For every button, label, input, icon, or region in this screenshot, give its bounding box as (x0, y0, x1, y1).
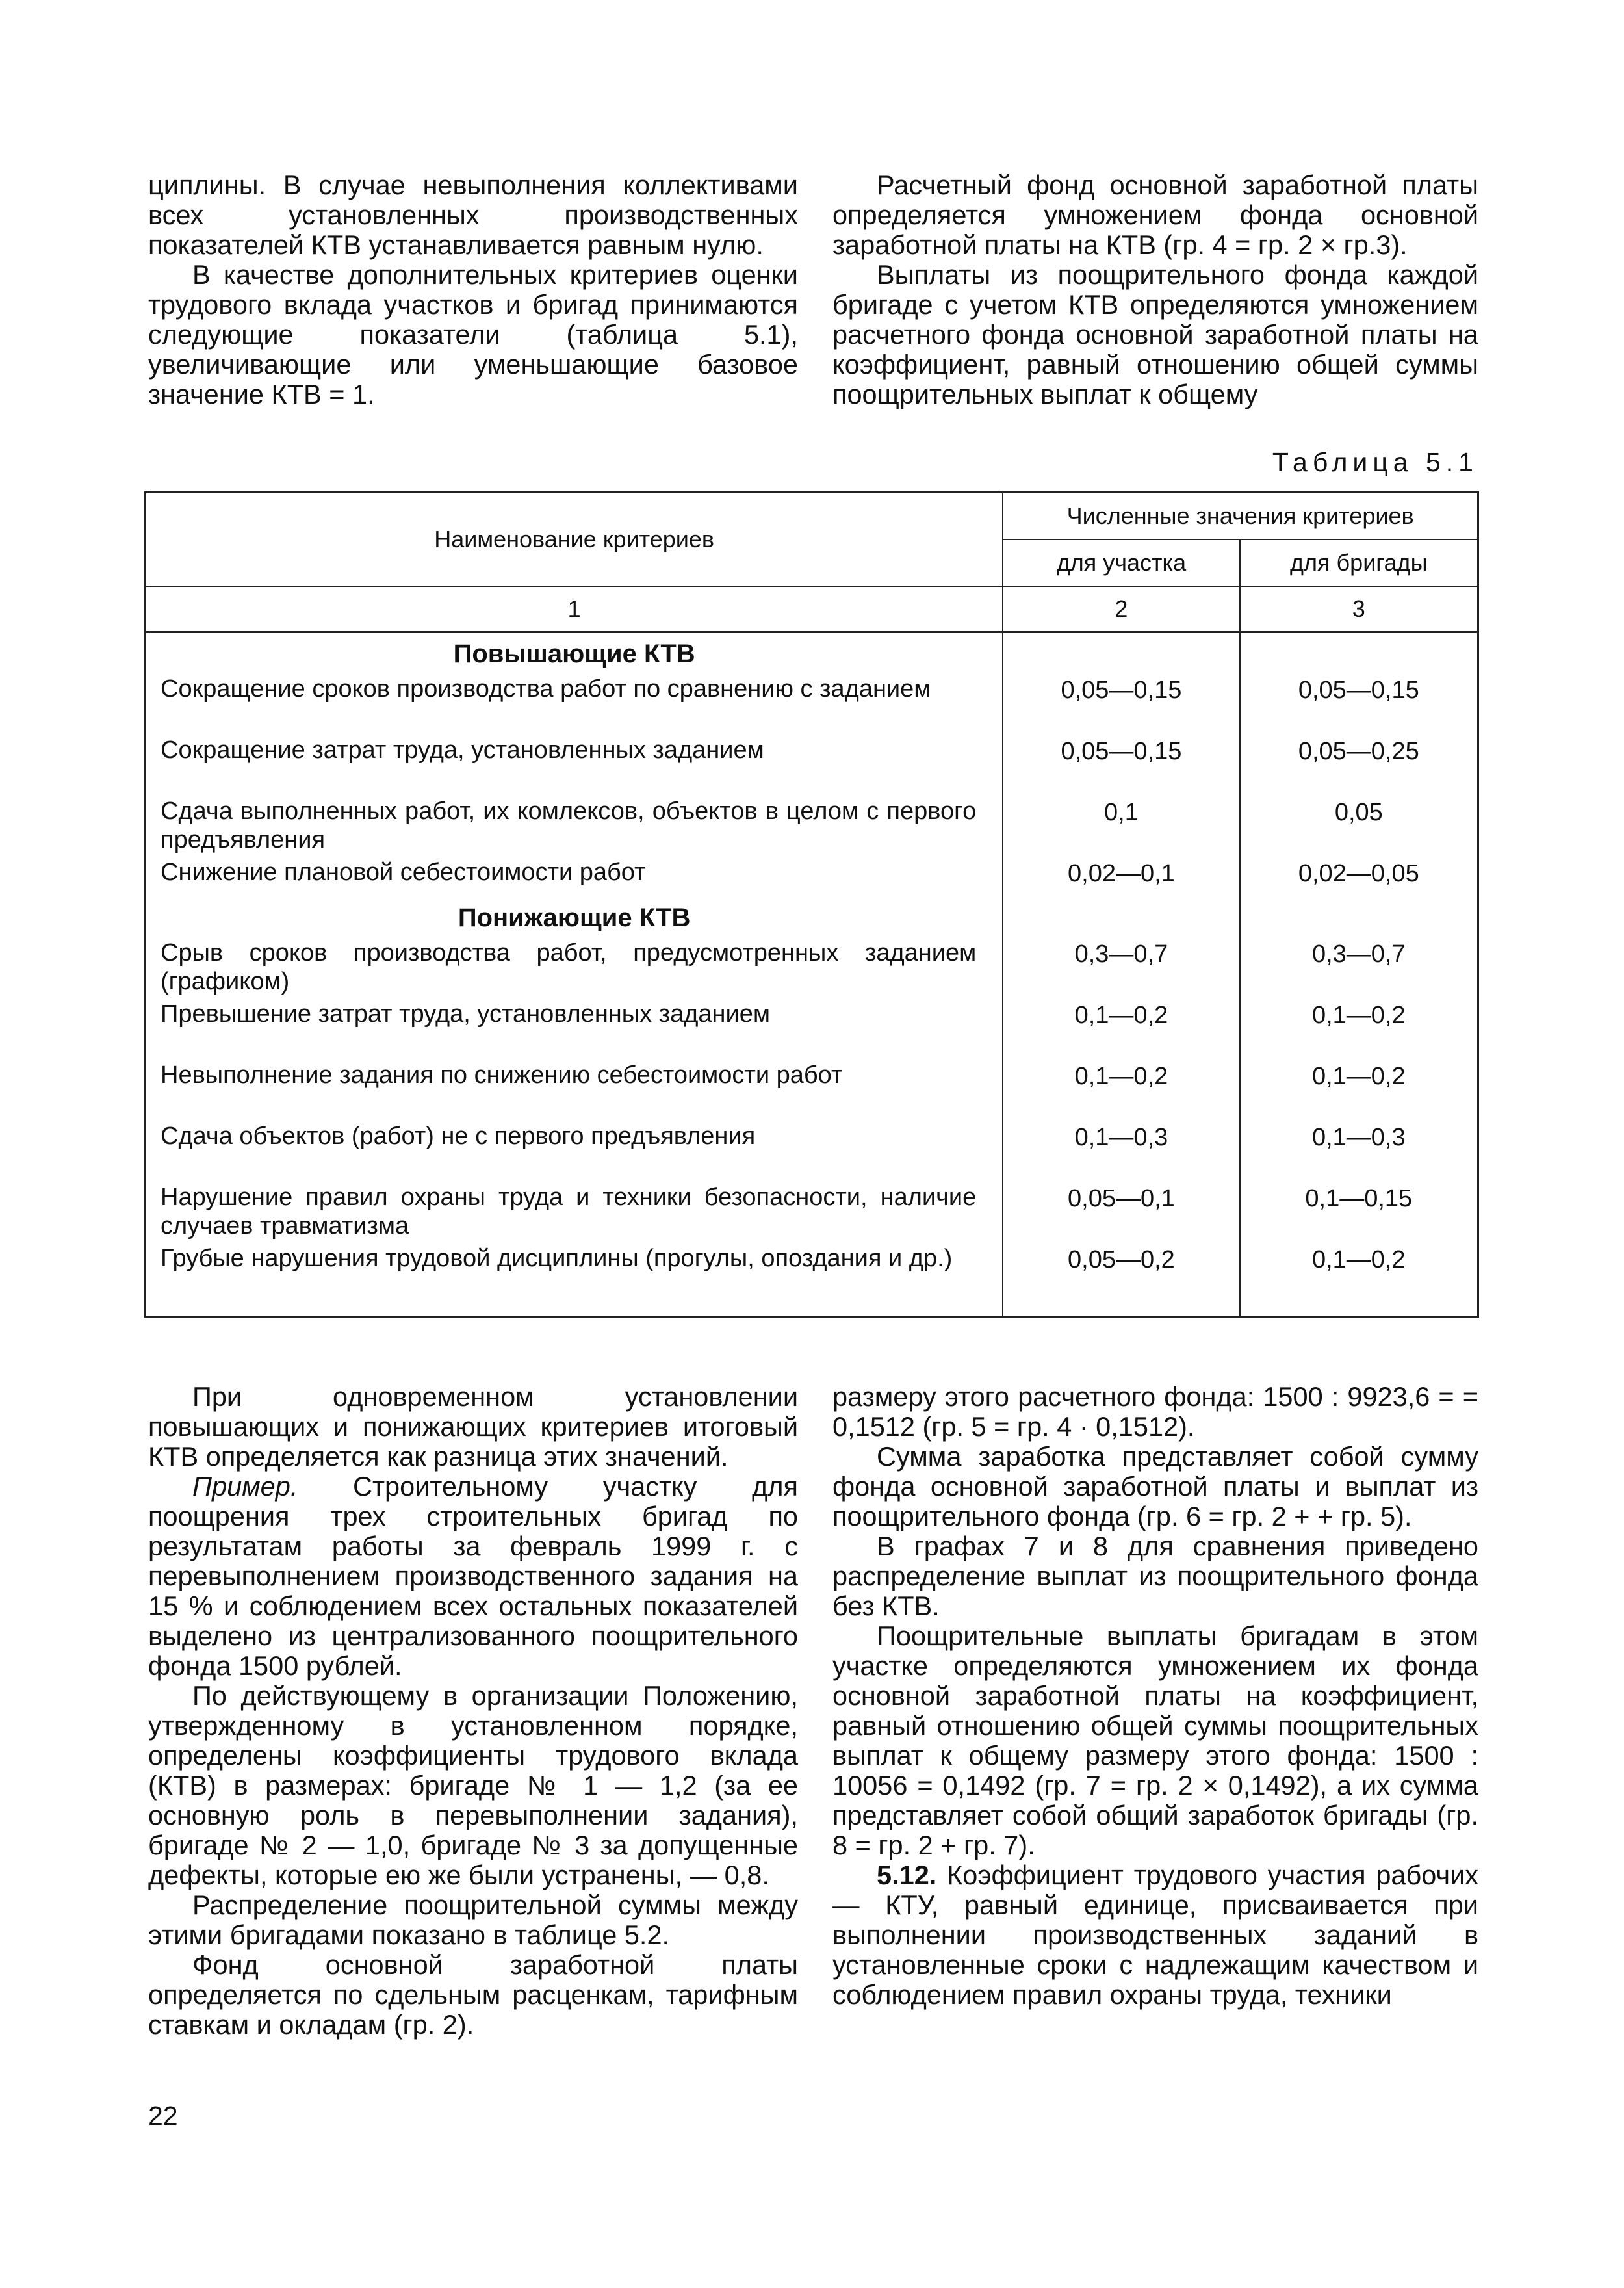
header-site: для участка (1003, 540, 1239, 586)
criterion-name: Сдача выполненных работ, их комлексов, объектов в целом с первого предъявления (146, 797, 1003, 858)
site-value: 0,05—0,1 (1003, 1183, 1239, 1244)
table-row (146, 939, 1478, 1000)
paragraph: Распределение поощрительной суммы между этими бригадами показано в таблице 5.2. (148, 1890, 798, 1950)
site-value: 0,3—0,7 (1003, 939, 1239, 1000)
criterion-name: Сдача объектов (работ) не с первого предъявления (146, 1122, 1003, 1183)
bottom-left-column (148, 1382, 798, 2040)
criterion-name: Срыв сроков производства работ, предусмотренных заданием (графиком) (146, 939, 1003, 1000)
column-number: 2 (1003, 586, 1239, 632)
brigade-value: 0,1—0,2 (1240, 1244, 1478, 1317)
brigade-value: 0,05—0,25 (1240, 736, 1478, 797)
brigade-value: 0,05—0,15 (1240, 675, 1478, 736)
table-row (146, 1061, 1478, 1122)
header-numeric-values: Численные значения критериев (1003, 493, 1478, 540)
site-value: 0,02—0,1 (1003, 858, 1239, 897)
criterion-name: Нарушение правил охраны труда и техники безопасности, наличие случаев травматизма (146, 1183, 1003, 1244)
paragraph: Пример. Строительному участку для поощрения трех строительных бригад по результатам работы за февраль 1999 г. с перевыполнением производственного задания на 15 % и соблюдением всех остальных показателей выделено из централизованного поощрительного фонда 1500 рублей. (148, 1471, 798, 1681)
table-row (146, 1183, 1478, 1244)
criterion-name: Грубые нарушения трудовой дисциплины (прогулы, опоздания и др.) (146, 1244, 1003, 1317)
brigade-value: 0,1—0,3 (1240, 1122, 1478, 1183)
site-value: 0,05—0,15 (1003, 675, 1239, 736)
criterion-name: Сокращение сроков производства работ по сравнению с заданием (146, 675, 1003, 736)
criterion-name: Невыполнение задания по снижению себестоимости работ (146, 1061, 1003, 1122)
site-value: 0,1—0,2 (1003, 1000, 1239, 1061)
paragraph: Расчетный фонд основной заработной платы определяется умножением фонда основной заработной платы на КТВ (гр. 4 = гр. 2 × гр.3). (832, 170, 1478, 260)
paragraph: Фонд основной заработной платы определяется по сдельным расценкам, тарифным ставкам и окладам (гр. 2). (148, 1949, 798, 2040)
top-right-column (832, 170, 1478, 410)
section-heading-decrease: Понижающие КТВ (146, 897, 1003, 939)
paragraph: Выплаты из поощрительного фонда каждой бригаде с учетом КТВ определяются умножением расчетного фонда основной заработной платы на коэффициент, равный отношению общей суммы поощрительных выплат к общему (832, 259, 1478, 410)
header-brigade: для бригады (1240, 540, 1478, 586)
brigade-value: 0,02—0,05 (1240, 858, 1478, 897)
table-row (146, 858, 1478, 897)
criterion-name: Превышение затрат труда, установленных заданием (146, 1000, 1003, 1061)
brigade-value: 0,3—0,7 (1240, 939, 1478, 1000)
section-heading-increase: Повышающие КТВ (146, 632, 1003, 675)
site-value: 0,1—0,3 (1003, 1122, 1239, 1183)
paragraph: По действующему в организации Положению, утвержденному в установленном порядке, определены коэффициенты трудового вклада (КТВ) в размерах: бригаде № 1 — 1,2 (за ее основную роль в перевыполнении задания), бригаде № 2 — 1,0, бригаде № 3 за допущенные дефекты, которые ею же были устранены, — 0,8. (148, 1680, 798, 1890)
paragraph: размеру этого расчетного фонда: 1500 : 9923,6 = = 0,1512 (гр. 5 = гр. 4 · 0,1512). (832, 1381, 1478, 1442)
column-number: 1 (146, 586, 1003, 632)
page-number: 22 (148, 2101, 178, 2131)
site-value: 0,05—0,15 (1003, 736, 1239, 797)
brigade-value: 0,1—0,15 (1240, 1183, 1478, 1244)
paragraph: Сумма заработка представляет собой сумму фонда основной заработной платы и выплат из поощрительного фонда (гр. 6 = гр. 2 + + гр. 5). (832, 1441, 1478, 1531)
paragraph: 5.12. Коэффициент трудового участия рабочих — КТУ, равный единице, присваивается при выполнении производственных заданий в установленные сроки с надлежащим качеством и соблюдением правил охраны труда, техники (832, 1860, 1478, 2010)
table-row (146, 1244, 1478, 1317)
paragraph: При одновременном установлении повышающих и понижающих критериев итоговый КТВ определяется как разница этих значений. (148, 1381, 798, 1472)
brigade-value: 0,05 (1240, 797, 1478, 858)
paragraph: циплины. В случае невыполнения коллективами всех установленных производственных показателей КТВ устанавливается равным нулю. (148, 170, 798, 260)
site-value: 0,1—0,2 (1003, 1061, 1239, 1122)
site-value: 0,05—0,2 (1003, 1244, 1239, 1317)
table-row (146, 675, 1478, 736)
top-left-column (148, 170, 798, 410)
site-value: 0,1 (1003, 797, 1239, 858)
column-number: 3 (1240, 586, 1478, 632)
bottom-right-column (832, 1382, 1478, 2010)
table-caption: Таблица 5.1 (1272, 447, 1478, 477)
example-label: Пример. (192, 1471, 298, 1502)
paragraph: В графах 7 и 8 для сравнения приведено распределение выплат из поощрительного фонда без КТВ. (832, 1531, 1478, 1621)
criterion-name: Сокращение затрат труда, установленных заданием (146, 736, 1003, 797)
paragraph: Поощрительные выплаты бригадам в этом участке определяются умножением их фонда основной заработной платы на коэффициент, равный отношению общей суммы поощрительных выплат к общему размеру этого фонда: 1500 : 10056 = 0,1492 (гр. 7 = гр. 2 × 0,1492), а их сумма представляет собой общий заработок бригады (гр. 8 = гр. 2 + гр. 7). (832, 1620, 1478, 1860)
table-row (146, 736, 1478, 797)
header-criteria-name: Наименование критериев (146, 493, 1003, 587)
ktv-criteria-table (144, 491, 1479, 1318)
table-row (146, 797, 1478, 858)
criterion-name: Снижение плановой себестоимости работ (146, 858, 1003, 897)
paragraph: В качестве дополнительных критериев оценки трудового вклада участков и бригад принимаются следующие показатели (таблица 5.1), увеличивающие или уменьшающие базовое значение КТВ = 1. (148, 259, 798, 410)
table-row (146, 1122, 1478, 1183)
brigade-value: 0,1—0,2 (1240, 1000, 1478, 1061)
section-number: 5.12. (877, 1860, 937, 1890)
brigade-value: 0,1—0,2 (1240, 1061, 1478, 1122)
table-row (146, 1000, 1478, 1061)
